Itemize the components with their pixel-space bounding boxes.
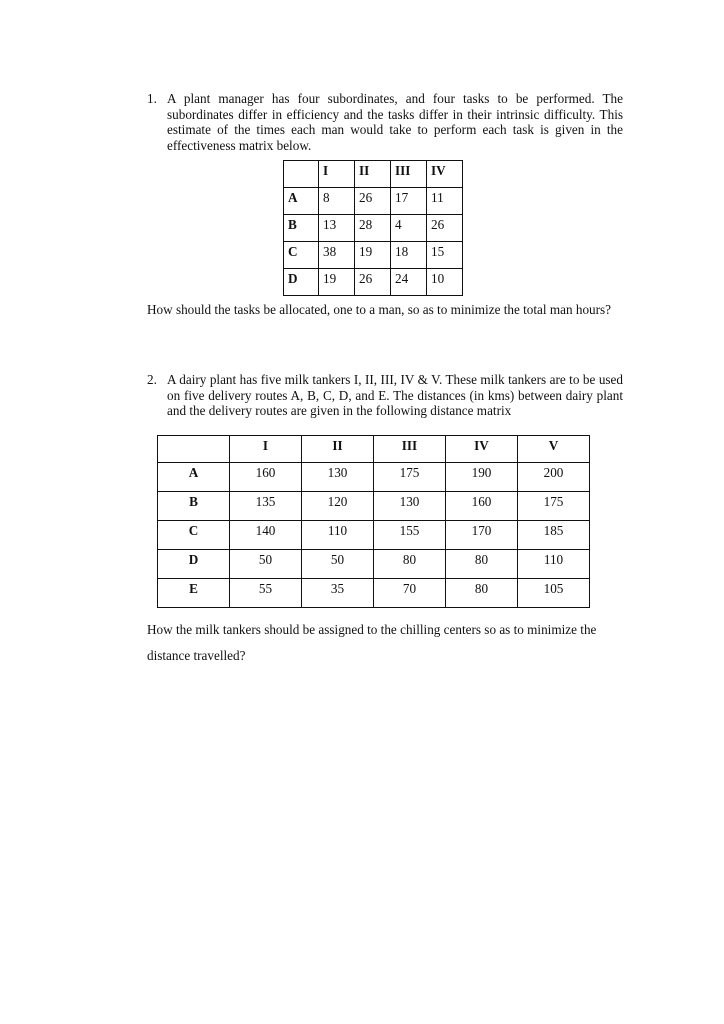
table-cell: 18 xyxy=(391,242,427,269)
table-cell: 190 xyxy=(446,463,518,492)
question-1-text: A plant manager has four subordinates, and four tasks to be performed. The subordinates differ in efficiency and the tasks differ in their intrinsic difficulty. This estimate of the times each man would take to perform each task is given in the effectiveness matrix below. xyxy=(167,91,623,153)
row-header: B xyxy=(284,215,319,242)
column-header: II xyxy=(355,161,391,188)
table-row xyxy=(284,269,463,296)
distance-matrix xyxy=(157,435,590,608)
table-row xyxy=(284,215,463,242)
table-header-row xyxy=(284,161,463,188)
column-header: IV xyxy=(427,161,463,188)
question-2-followup: How the milk tankers should be assigned to the chilling centers so as to minimize the distance travelled? xyxy=(147,622,597,663)
question-2-text: A dairy plant has five milk tankers I, II, III, IV & V. These milk tankers are to be used on five delivery routes A, B, C, D, and E. The distances (in kms) between dairy plant and the delivery routes are given in the following distance matrix xyxy=(167,372,623,419)
column-header: III xyxy=(391,161,427,188)
table-cell: 19 xyxy=(319,269,355,296)
table-cell: 120 xyxy=(302,492,374,521)
row-header: C xyxy=(158,521,230,550)
row-header: B xyxy=(158,492,230,521)
question-2 xyxy=(147,372,623,419)
table-cell: 15 xyxy=(427,242,463,269)
table-cell: 50 xyxy=(302,550,374,579)
table-cell: 8 xyxy=(319,188,355,215)
table-cell: 185 xyxy=(518,521,590,550)
table-row xyxy=(158,492,590,521)
table-cell: 28 xyxy=(355,215,391,242)
table-cell: 80 xyxy=(446,579,518,608)
table-cell: 110 xyxy=(518,550,590,579)
table-row xyxy=(158,463,590,492)
row-header: C xyxy=(284,242,319,269)
table-cell: 110 xyxy=(302,521,374,550)
table-cell: 200 xyxy=(518,463,590,492)
table-cell: 55 xyxy=(230,579,302,608)
table-row xyxy=(158,579,590,608)
table-cell: 26 xyxy=(427,215,463,242)
row-header: A xyxy=(158,463,230,492)
column-header: V xyxy=(518,436,590,463)
column-header: II xyxy=(302,436,374,463)
table-cell: 70 xyxy=(374,579,446,608)
table-row xyxy=(284,188,463,215)
table-cell: 175 xyxy=(518,492,590,521)
question-1-followup: How should the tasks be allocated, one to a man, so as to minimize the total man hours? xyxy=(147,302,612,317)
row-header: D xyxy=(158,550,230,579)
table-cell: 135 xyxy=(230,492,302,521)
table-cell: 26 xyxy=(355,188,391,215)
corner-cell xyxy=(284,161,319,188)
question-1 xyxy=(147,91,623,153)
row-header: D xyxy=(284,269,319,296)
column-header: I xyxy=(230,436,302,463)
table-cell: 160 xyxy=(446,492,518,521)
table-cell: 17 xyxy=(391,188,427,215)
column-header: IV xyxy=(446,436,518,463)
table-cell: 105 xyxy=(518,579,590,608)
row-header: A xyxy=(284,188,319,215)
table-cell: 24 xyxy=(391,269,427,296)
table-cell: 50 xyxy=(230,550,302,579)
row-header: E xyxy=(158,579,230,608)
table-cell: 80 xyxy=(374,550,446,579)
effectiveness-matrix xyxy=(283,160,463,296)
table-cell: 4 xyxy=(391,215,427,242)
table-cell: 80 xyxy=(446,550,518,579)
table-row xyxy=(284,242,463,269)
column-header: III xyxy=(374,436,446,463)
table-cell: 130 xyxy=(374,492,446,521)
table-cell: 170 xyxy=(446,521,518,550)
column-header: I xyxy=(319,161,355,188)
table-cell: 26 xyxy=(355,269,391,296)
table-cell: 155 xyxy=(374,521,446,550)
table-cell: 130 xyxy=(302,463,374,492)
corner-cell xyxy=(158,436,230,463)
table-cell: 35 xyxy=(302,579,374,608)
question-1-number: 1. xyxy=(147,91,157,106)
table-cell: 10 xyxy=(427,269,463,296)
table-cell: 19 xyxy=(355,242,391,269)
table-row xyxy=(158,550,590,579)
table-row xyxy=(158,521,590,550)
table-cell: 160 xyxy=(230,463,302,492)
table-cell: 38 xyxy=(319,242,355,269)
question-2-number: 2. xyxy=(147,372,157,387)
table-cell: 11 xyxy=(427,188,463,215)
table-cell: 175 xyxy=(374,463,446,492)
table-cell: 13 xyxy=(319,215,355,242)
table-cell: 140 xyxy=(230,521,302,550)
table-header-row xyxy=(158,436,590,463)
